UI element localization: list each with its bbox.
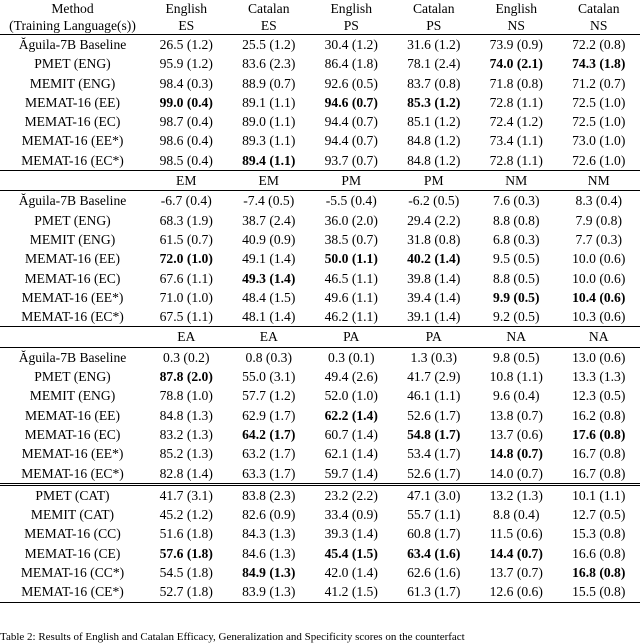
value-cell: 73.0 (1.0) (558, 131, 640, 150)
metric-subheader: EA (228, 327, 311, 347)
value-cell: 16.6 (0.8) (558, 544, 640, 563)
value-cell: 72.4 (1.2) (475, 112, 558, 131)
best-value: 57.6 (1.8) (160, 546, 213, 561)
best-value: 14.8 (0.7) (490, 446, 543, 461)
value-cell: 13.7 (0.7) (475, 563, 558, 582)
col-header-lang: Catalan (558, 0, 640, 18)
best-value: 14.4 (0.7) (490, 546, 543, 561)
col-header-metric: ES (145, 18, 228, 35)
value-cell: 16.2 (0.8) (558, 406, 640, 425)
best-value: 89.4 (1.1) (242, 153, 295, 168)
value-cell: 41.7 (2.9) (393, 367, 476, 386)
table-row (0, 367, 640, 386)
value-cell: 89.3 (1.1) (228, 131, 311, 150)
table-row (0, 582, 640, 602)
value-cell: -5.5 (0.4) (310, 191, 393, 211)
method-cell: MEMIT (ENG) (0, 74, 145, 93)
value-cell: 46.1 (1.1) (393, 386, 476, 405)
metric-subheader: PM (393, 171, 476, 191)
table-row (0, 524, 640, 543)
value-cell (558, 563, 640, 582)
value-cell: 45.2 (1.2) (145, 505, 228, 524)
value-cell (145, 367, 228, 386)
value-cell: 61.5 (0.7) (145, 230, 228, 249)
value-cell (310, 93, 393, 112)
method-cell: MEMAT-16 (EC) (0, 112, 145, 131)
metric-subheader: EA (145, 327, 228, 347)
best-value: 87.8 (2.0) (160, 369, 213, 384)
table-row (0, 35, 640, 55)
value-cell: 71.2 (0.7) (558, 74, 640, 93)
col-header-metric: NS (475, 18, 558, 35)
col-header-metric: ES (228, 18, 311, 35)
value-cell: 52.6 (1.7) (393, 406, 476, 425)
value-cell: 30.4 (1.2) (310, 35, 393, 55)
value-cell: 52.6 (1.7) (393, 464, 476, 485)
method-header-sub: (Training Language(s)) (0, 18, 145, 35)
value-cell: 51.6 (1.8) (145, 524, 228, 543)
method-cell: PMET (CAT) (0, 484, 145, 505)
value-cell: 13.2 (1.3) (475, 484, 558, 505)
value-cell: 0.3 (0.2) (145, 347, 228, 367)
value-cell: 52.7 (1.8) (145, 582, 228, 602)
value-cell (145, 93, 228, 112)
method-cell: MEMAT-16 (EE*) (0, 444, 145, 463)
table-row (0, 406, 640, 425)
value-cell: 73.9 (0.9) (475, 35, 558, 55)
value-cell: 48.1 (1.4) (228, 307, 311, 327)
value-cell: 7.9 (0.8) (558, 211, 640, 230)
method-cell: MEMAT-16 (EC*) (0, 464, 145, 485)
value-cell (228, 425, 311, 444)
value-cell (228, 269, 311, 288)
best-value: 74.3 (1.8) (572, 56, 625, 71)
value-cell: 49.4 (2.6) (310, 367, 393, 386)
table-row (0, 93, 640, 112)
value-cell (393, 249, 476, 268)
table-row (0, 191, 640, 211)
value-cell: 8.8 (0.5) (475, 269, 558, 288)
best-value: 9.9 (0.5) (493, 290, 539, 305)
value-cell: 40.9 (0.9) (228, 230, 311, 249)
value-cell: 62.9 (1.7) (228, 406, 311, 425)
value-cell: 98.6 (0.4) (145, 131, 228, 150)
metric-subheader: NM (475, 171, 558, 191)
value-cell: 12.3 (0.5) (558, 386, 640, 405)
table-row (0, 151, 640, 171)
table-row (0, 230, 640, 249)
method-cell: PMET (ENG) (0, 367, 145, 386)
table-row (0, 288, 640, 307)
value-cell: 94.4 (0.7) (310, 131, 393, 150)
value-cell: 85.2 (1.3) (145, 444, 228, 463)
method-cell: Ăguila-7B Baseline (0, 347, 145, 367)
best-value: 72.0 (1.0) (160, 251, 213, 266)
method-cell: MEMAT-16 (CC*) (0, 563, 145, 582)
value-cell (475, 544, 558, 563)
value-cell: 55.0 (3.1) (228, 367, 311, 386)
value-cell (558, 288, 640, 307)
value-cell: 13.7 (0.6) (475, 425, 558, 444)
col-header-lang: English (310, 0, 393, 18)
value-cell: 67.6 (1.1) (145, 269, 228, 288)
best-value: 84.9 (1.3) (242, 565, 295, 580)
method-cell: MEMIT (ENG) (0, 386, 145, 405)
value-cell: -6.2 (0.5) (393, 191, 476, 211)
table-row (0, 544, 640, 563)
value-cell: 46.5 (1.1) (310, 269, 393, 288)
value-cell: 8.8 (0.4) (475, 505, 558, 524)
value-cell: 72.5 (1.0) (558, 93, 640, 112)
value-cell: 92.6 (0.5) (310, 74, 393, 93)
method-cell: MEMAT-16 (CE) (0, 544, 145, 563)
method-cell: MEMAT-16 (CE*) (0, 582, 145, 602)
value-cell: 86.4 (1.8) (310, 54, 393, 73)
value-cell: 52.0 (1.0) (310, 386, 393, 405)
method-cell: MEMAT-16 (CC) (0, 524, 145, 543)
value-cell: 89.0 (1.1) (228, 112, 311, 131)
value-cell: 72.2 (0.8) (558, 35, 640, 55)
method-cell: MEMAT-16 (EC*) (0, 307, 145, 327)
table-row (0, 249, 640, 268)
value-cell: 41.7 (3.1) (145, 484, 228, 505)
value-cell: 47.1 (3.0) (393, 484, 476, 505)
best-value: 99.0 (0.4) (160, 95, 213, 110)
method-cell: MEMIT (CAT) (0, 505, 145, 524)
value-cell: 29.4 (2.2) (393, 211, 476, 230)
value-cell: 10.0 (0.6) (558, 269, 640, 288)
method-header: Method (0, 0, 145, 18)
value-cell: 62.6 (1.6) (393, 563, 476, 582)
table-row (0, 464, 640, 485)
value-cell: 16.7 (0.8) (558, 444, 640, 463)
value-cell: 53.4 (1.7) (393, 444, 476, 463)
value-cell (475, 288, 558, 307)
value-cell (558, 425, 640, 444)
subheader-spacer (0, 171, 145, 191)
value-cell: 25.5 (1.2) (228, 35, 311, 55)
table-row (0, 444, 640, 463)
value-cell: 10.1 (1.1) (558, 484, 640, 505)
value-cell: 61.3 (1.7) (393, 582, 476, 602)
metric-subheader: NM (558, 171, 640, 191)
table-row (0, 563, 640, 582)
col-header-lang: Catalan (393, 0, 476, 18)
method-cell: MEMAT-16 (EC*) (0, 151, 145, 171)
method-cell: Ăguila-7B Baseline (0, 191, 145, 211)
table-row (0, 211, 640, 230)
value-cell: 83.7 (0.8) (393, 74, 476, 93)
table-row (0, 269, 640, 288)
value-cell (393, 425, 476, 444)
table-row (0, 54, 640, 73)
value-cell: 55.7 (1.1) (393, 505, 476, 524)
value-cell: 84.6 (1.3) (228, 544, 311, 563)
value-cell: 8.8 (0.8) (475, 211, 558, 230)
value-cell (310, 544, 393, 563)
value-cell: 72.8 (1.1) (475, 151, 558, 171)
value-cell: 71.0 (1.0) (145, 288, 228, 307)
value-cell: 48.4 (1.5) (228, 288, 311, 307)
value-cell: 33.4 (0.9) (310, 505, 393, 524)
method-cell: MEMAT-16 (EC) (0, 269, 145, 288)
value-cell: -7.4 (0.5) (228, 191, 311, 211)
value-cell: 46.2 (1.1) (310, 307, 393, 327)
value-cell: 38.7 (2.4) (228, 211, 311, 230)
best-value: 50.0 (1.1) (325, 251, 378, 266)
best-value: 45.4 (1.5) (325, 546, 378, 561)
value-cell: 1.3 (0.3) (393, 347, 476, 367)
best-value: 74.0 (2.1) (490, 56, 543, 71)
value-cell: 95.9 (1.2) (145, 54, 228, 73)
value-cell: 16.7 (0.8) (558, 464, 640, 485)
table-row (0, 112, 640, 131)
table-caption: Table 2: Results of English and Catalan Efficacy, Generalization and Specificity scores on the counterfact (0, 630, 640, 644)
value-cell: 7.6 (0.3) (475, 191, 558, 211)
value-cell (393, 544, 476, 563)
value-cell: 59.7 (1.4) (310, 464, 393, 485)
method-cell: MEMAT-16 (EE) (0, 249, 145, 268)
value-cell: 98.7 (0.4) (145, 112, 228, 131)
value-cell: 57.7 (1.2) (228, 386, 311, 405)
value-cell: 72.6 (1.0) (558, 151, 640, 171)
value-cell (228, 151, 311, 171)
metric-subheader: PA (393, 327, 476, 347)
value-cell: 72.8 (1.1) (475, 93, 558, 112)
value-cell: 38.5 (0.7) (310, 230, 393, 249)
value-cell: 11.5 (0.6) (475, 524, 558, 543)
value-cell: 13.8 (0.7) (475, 406, 558, 425)
method-cell: MEMAT-16 (EE) (0, 93, 145, 112)
method-cell: MEMAT-16 (EE) (0, 406, 145, 425)
value-cell: 9.2 (0.5) (475, 307, 558, 327)
col-header-metric: PS (310, 18, 393, 35)
value-cell: 83.6 (2.3) (228, 54, 311, 73)
col-header-lang: Catalan (228, 0, 311, 18)
value-cell: 13.0 (0.6) (558, 347, 640, 367)
value-cell: 84.8 (1.2) (393, 131, 476, 150)
table-row (0, 131, 640, 150)
value-cell: 31.8 (0.8) (393, 230, 476, 249)
best-value: 64.2 (1.7) (242, 427, 295, 442)
value-cell: 60.8 (1.7) (393, 524, 476, 543)
value-cell (145, 249, 228, 268)
best-value: 40.2 (1.4) (407, 251, 460, 266)
value-cell: 94.4 (0.7) (310, 112, 393, 131)
value-cell: 7.7 (0.3) (558, 230, 640, 249)
value-cell: 39.4 (1.4) (393, 288, 476, 307)
value-cell (228, 563, 311, 582)
value-cell: 10.0 (0.6) (558, 249, 640, 268)
metric-subheader: NA (475, 327, 558, 347)
value-cell: 82.8 (1.4) (145, 464, 228, 485)
method-cell: PMET (ENG) (0, 54, 145, 73)
col-header-metric: PS (393, 18, 476, 35)
value-cell: 9.5 (0.5) (475, 249, 558, 268)
metric-subheader: NA (558, 327, 640, 347)
metric-subheader: PA (310, 327, 393, 347)
metric-subheader: EM (145, 171, 228, 191)
value-cell: 83.8 (2.3) (228, 484, 311, 505)
value-cell: 78.8 (1.0) (145, 386, 228, 405)
value-cell: 84.8 (1.2) (393, 151, 476, 171)
value-cell: 39.8 (1.4) (393, 269, 476, 288)
metric-subheader-row (0, 171, 640, 191)
value-cell: 12.7 (0.5) (558, 505, 640, 524)
best-value: 10.4 (0.6) (572, 290, 625, 305)
value-cell: 83.9 (1.3) (228, 582, 311, 602)
best-value: 94.6 (0.7) (325, 95, 378, 110)
value-cell: 12.6 (0.6) (475, 582, 558, 602)
value-cell: 93.7 (0.7) (310, 151, 393, 171)
col-header-lang: English (475, 0, 558, 18)
value-cell: 0.8 (0.3) (228, 347, 311, 367)
table-row (0, 484, 640, 505)
header-row-languages (0, 0, 640, 18)
method-cell: Ăguila-7B Baseline (0, 35, 145, 55)
value-cell (145, 544, 228, 563)
value-cell: 36.0 (2.0) (310, 211, 393, 230)
method-cell: PMET (ENG) (0, 211, 145, 230)
header-row-metrics (0, 18, 640, 35)
value-cell: 63.3 (1.7) (228, 464, 311, 485)
value-cell: 88.9 (0.7) (228, 74, 311, 93)
metric-subheader: EM (228, 171, 311, 191)
method-cell: MEMIT (ENG) (0, 230, 145, 249)
value-cell: 89.1 (1.1) (228, 93, 311, 112)
table-row (0, 386, 640, 405)
value-cell: 84.3 (1.3) (228, 524, 311, 543)
value-cell (310, 249, 393, 268)
value-cell: 72.5 (1.0) (558, 112, 640, 131)
value-cell: 73.4 (1.1) (475, 131, 558, 150)
value-cell: 98.4 (0.3) (145, 74, 228, 93)
value-cell: 60.7 (1.4) (310, 425, 393, 444)
value-cell: 13.3 (1.3) (558, 367, 640, 386)
best-value: 49.3 (1.4) (242, 271, 295, 286)
best-value: 62.2 (1.4) (325, 408, 378, 423)
value-cell: 14.0 (0.7) (475, 464, 558, 485)
value-cell: 71.8 (0.8) (475, 74, 558, 93)
value-cell: 0.3 (0.1) (310, 347, 393, 367)
value-cell: 49.1 (1.4) (228, 249, 311, 268)
method-cell: MEMAT-16 (EE*) (0, 288, 145, 307)
value-cell: 49.6 (1.1) (310, 288, 393, 307)
value-cell (310, 406, 393, 425)
col-header-lang: English (145, 0, 228, 18)
value-cell: 39.1 (1.4) (393, 307, 476, 327)
value-cell: -6.7 (0.4) (145, 191, 228, 211)
metric-subheader-row (0, 327, 640, 347)
value-cell: 63.2 (1.7) (228, 444, 311, 463)
value-cell: 62.1 (1.4) (310, 444, 393, 463)
value-cell: 54.5 (1.8) (145, 563, 228, 582)
value-cell: 42.0 (1.4) (310, 563, 393, 582)
value-cell: 41.2 (1.5) (310, 582, 393, 602)
value-cell: 78.1 (2.4) (393, 54, 476, 73)
best-value: 16.8 (0.8) (572, 565, 625, 580)
best-value: 54.8 (1.7) (407, 427, 460, 442)
value-cell: 31.6 (1.2) (393, 35, 476, 55)
value-cell: 9.8 (0.5) (475, 347, 558, 367)
table-row (0, 347, 640, 367)
col-header-metric: NS (558, 18, 640, 35)
value-cell: 83.2 (1.3) (145, 425, 228, 444)
value-cell: 6.8 (0.3) (475, 230, 558, 249)
value-cell: 67.5 (1.1) (145, 307, 228, 327)
value-cell: 23.2 (2.2) (310, 484, 393, 505)
value-cell (475, 54, 558, 73)
value-cell: 85.1 (1.2) (393, 112, 476, 131)
metric-subheader: PM (310, 171, 393, 191)
value-cell: 15.3 (0.8) (558, 524, 640, 543)
value-cell: 15.5 (0.8) (558, 582, 640, 602)
value-cell (475, 444, 558, 463)
value-cell: 10.3 (0.6) (558, 307, 640, 327)
value-cell: 9.6 (0.4) (475, 386, 558, 405)
value-cell: 8.3 (0.4) (558, 191, 640, 211)
value-cell: 68.3 (1.9) (145, 211, 228, 230)
table-row (0, 74, 640, 93)
value-cell (558, 54, 640, 73)
value-cell: 26.5 (1.2) (145, 35, 228, 55)
value-cell: 98.5 (0.4) (145, 151, 228, 171)
value-cell (393, 93, 476, 112)
method-cell: MEMAT-16 (EE*) (0, 131, 145, 150)
value-cell: 84.8 (1.3) (145, 406, 228, 425)
best-value: 17.6 (0.8) (572, 427, 625, 442)
best-value: 63.4 (1.6) (407, 546, 460, 561)
table-row (0, 307, 640, 327)
table-row (0, 425, 640, 444)
table-row (0, 505, 640, 524)
value-cell: 39.3 (1.4) (310, 524, 393, 543)
value-cell: 10.8 (1.1) (475, 367, 558, 386)
method-cell: MEMAT-16 (EC) (0, 425, 145, 444)
subheader-spacer (0, 327, 145, 347)
value-cell: 82.6 (0.9) (228, 505, 311, 524)
best-value: 85.3 (1.2) (407, 95, 460, 110)
